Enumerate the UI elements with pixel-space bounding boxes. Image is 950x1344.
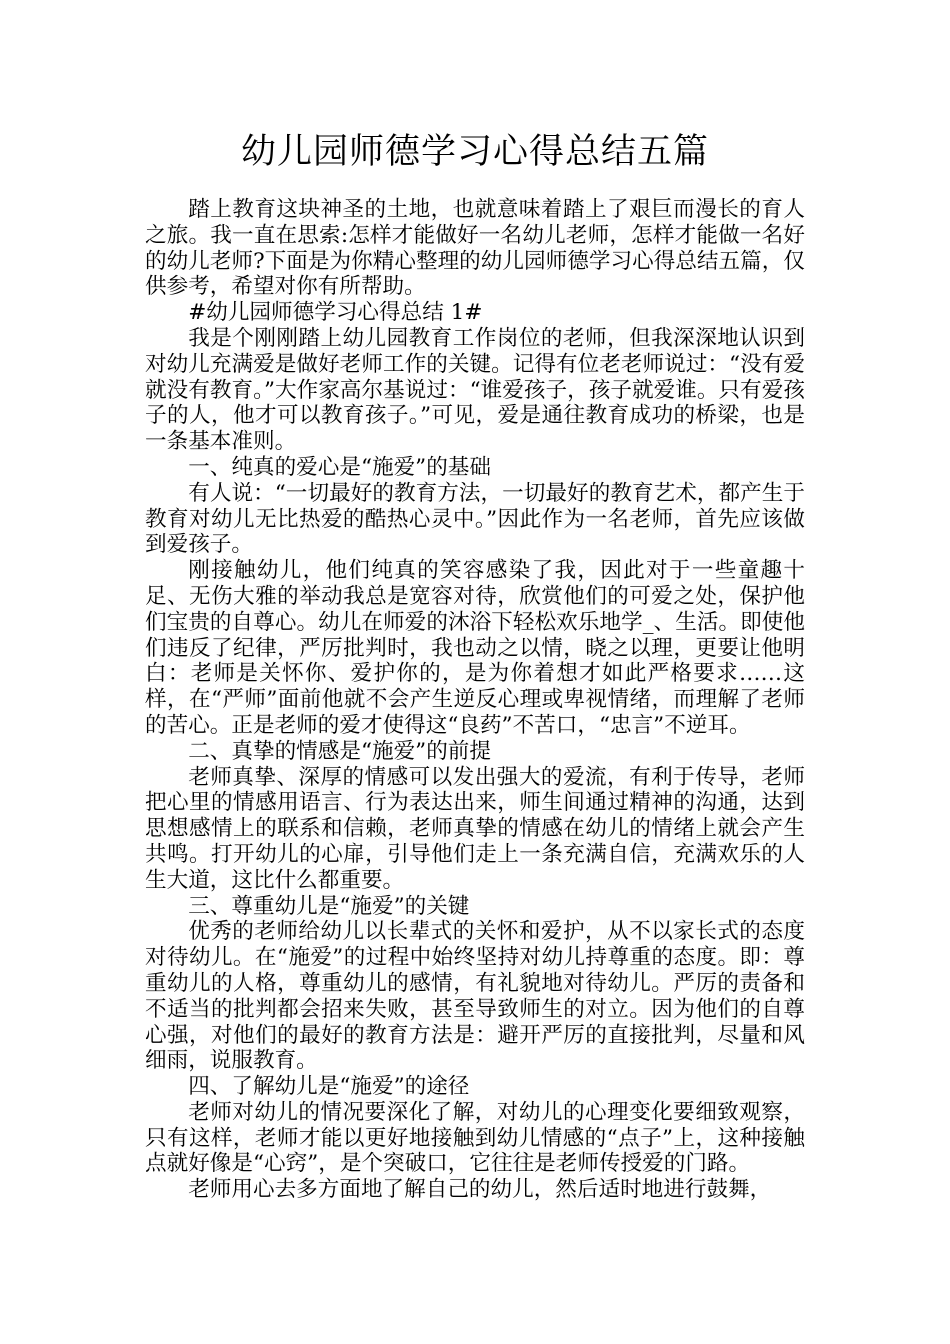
subheading-1: 一、纯真的爱心是“施爱”的基础: [188, 454, 491, 480]
paragraph: 有人说：“一切最好的教育方法，一切最好的教育艺术，都产生于教育对幼儿无比热爱的酷热心灵中。”因此作为一名老师，首先应该做到爱孩子。: [145, 480, 805, 558]
paragraph-intro: 踏上教育这块神圣的土地，也就意味着踏上了艰巨而漫长的育人之旅。我一直在思索:怎样才能做好一名幼儿老师，怎样才能做一名好的幼儿老师?下面是为你精心整理的幼儿园师德学习心得总结五篇，仅供参考，希望对你有所帮助。: [145, 197, 805, 300]
paragraph: 老师用心去多方面地了解自己的幼儿，然后适时地进行鼓舞，: [188, 1177, 772, 1203]
paragraph: 优秀的老师给幼儿以长辈式的关怀和爱护，从不以家长式的态度对待幼儿。在“施爱”的过程中始终坚持对幼儿持尊重的态度。即：尊重幼儿的人格，尊重幼儿的感情，有礼貌地对待幼儿。严厉的责备和不适当的批判都会招来失败，甚至导致师生的对立。因为他们的自尊心强，对他们的最好的教育方法是：避开严厉的直接批判，尽量和风细雨，说服教育。: [145, 919, 805, 1074]
document-body: [145, 197, 805, 1203]
paragraph: 刚接触幼儿，他们纯真的笑容感染了我，因此对于一些童趣十足、无伤大雅的举动我总是宽容对待，欣赏他们的可爱之处，保护他们宝贵的自尊心。幼儿在师爱的沐浴下轻松欢乐地学_、生活。即使他们违反了纪律，严厉批判时，我也动之以情，晓之以理，更要让他明白：老师是关怀你、爱护你的，是为你着想才如此严格要求……这样，在“严师”面前他就不会产生逆反心理或卑视情绪，而理解了老师的苦心。正是老师的爱才使得这“良药”不苦口，“忠言”不逆耳。: [145, 558, 805, 738]
subheading-3: 三、尊重幼儿是“施爱”的关键: [188, 893, 470, 919]
paragraph: 我是个刚刚踏上幼儿园教育工作岗位的老师，但我深深地认识到对幼儿充满爱是做好老师工作的关键。记得有位老老师说过：“没有爱就没有教育。”大作家高尔基说过：“谁爱孩子，孩子就爱谁。只有爱孩子的人，他才可以教育孩子。”可见，爱是通往教育成功的桥梁，也是一条基本准则。: [145, 325, 805, 455]
subheading-4: 四、了解幼儿是“施爱”的途径: [188, 1074, 470, 1100]
paragraph: 老师对幼儿的情况要深化了解，对幼儿的心理变化要细致观察，只有这样，老师才能以更好地接触到幼儿情感的“点子”上，这种接触点就好像是“心窍”，是个突破口，它往往是老师传授爱的门路。: [145, 1099, 805, 1177]
paragraph: 老师真挚、深厚的情感可以发出强大的爱流，有利于传导，老师把心里的情感用语言、行为表达出来，师生间通过精神的沟通，达到思想感情上的联系和信赖，老师真挚的情感在幼儿的情绪上就会产生共鸣。打开幼儿的心扉，引导他们走上一条充满自信，充满欢乐的人生大道，这比什么都重要。: [145, 764, 805, 893]
document-title: 幼儿园师德学习心得总结五篇: [240, 132, 709, 172]
section-heading-1: #幼儿园师德学习心得总结 1#: [188, 300, 483, 326]
subheading-2: 二、真挚的情感是“施爱”的前提: [188, 738, 491, 764]
